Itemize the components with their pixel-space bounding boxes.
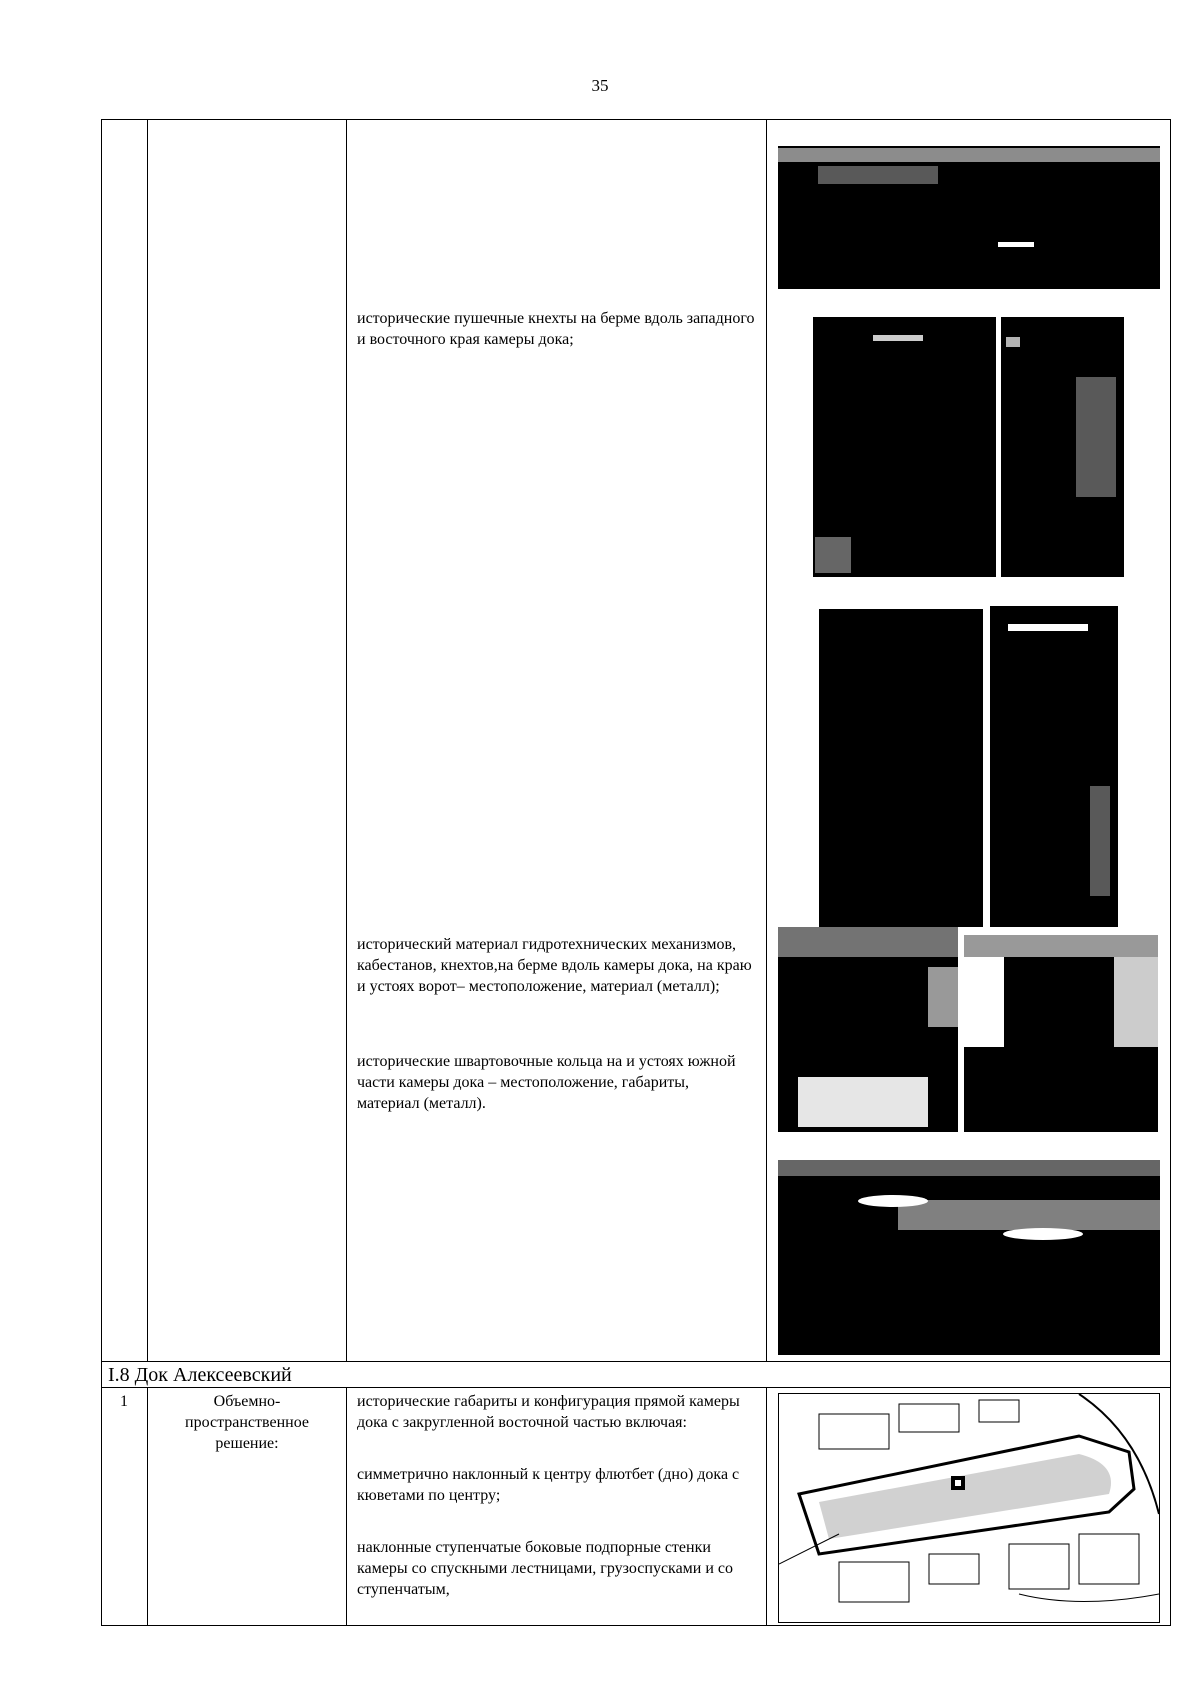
table-column-divider (766, 119, 767, 1361)
capstan-photo (778, 927, 958, 1132)
table-column-divider (147, 1387, 148, 1625)
table-column-divider (346, 1387, 347, 1625)
table-column-divider (147, 119, 148, 1361)
list-item: исторический материал гидротехнических механизмов, кабестанов, кнехтов,на берме вдоль камеры дока, на краю и устоях ворот– местоположение, материал (металл); (357, 936, 752, 995)
table-row-divider (101, 1387, 1171, 1388)
list-item: исторические швартовочные кольца на и устоях южной части камеры дока – местоположение, габариты, материал (металл). (357, 1053, 736, 1112)
dock-site-plan (778, 1393, 1160, 1623)
cannon-bollard-photo (1001, 317, 1124, 577)
row-name: Объемно-пространственное решение: (185, 1393, 309, 1452)
capstan-photo (964, 935, 1158, 1132)
list-item: исторические пушечные кнехты на берме вдоль западного и восточного края камеры дока; (357, 310, 755, 348)
cannon-bollard-photo (813, 317, 996, 577)
mooring-ring-photo (778, 1160, 1160, 1355)
dock-photo (778, 146, 1160, 289)
list-item: симметрично наклонный к центру флютбет (дно) дока с кюветами по центру; (357, 1466, 740, 1504)
table-bottom-border (101, 1625, 1171, 1626)
section-title: I.8 Док Алексеевский (108, 1364, 292, 1386)
table-row-divider (101, 1361, 1171, 1362)
table-right-border (1170, 119, 1171, 1626)
cannon-bollard-photo (819, 609, 983, 927)
table-top-border (101, 119, 1171, 120)
row-number: 1 (120, 1393, 128, 1410)
cannon-bollard-photo (990, 606, 1118, 927)
table-column-divider (346, 119, 347, 1361)
list-item: исторические габариты и конфигурация прямой камеры дока с закругленной восточной частью включая: (357, 1393, 740, 1431)
table-column-divider (766, 1387, 767, 1625)
list-item: наклонные ступенчатые боковые подпорные стенки камеры со спускными лестницами, грузоспусками и со ступенчатым, (357, 1539, 734, 1598)
page-number: 35 (591, 76, 609, 95)
